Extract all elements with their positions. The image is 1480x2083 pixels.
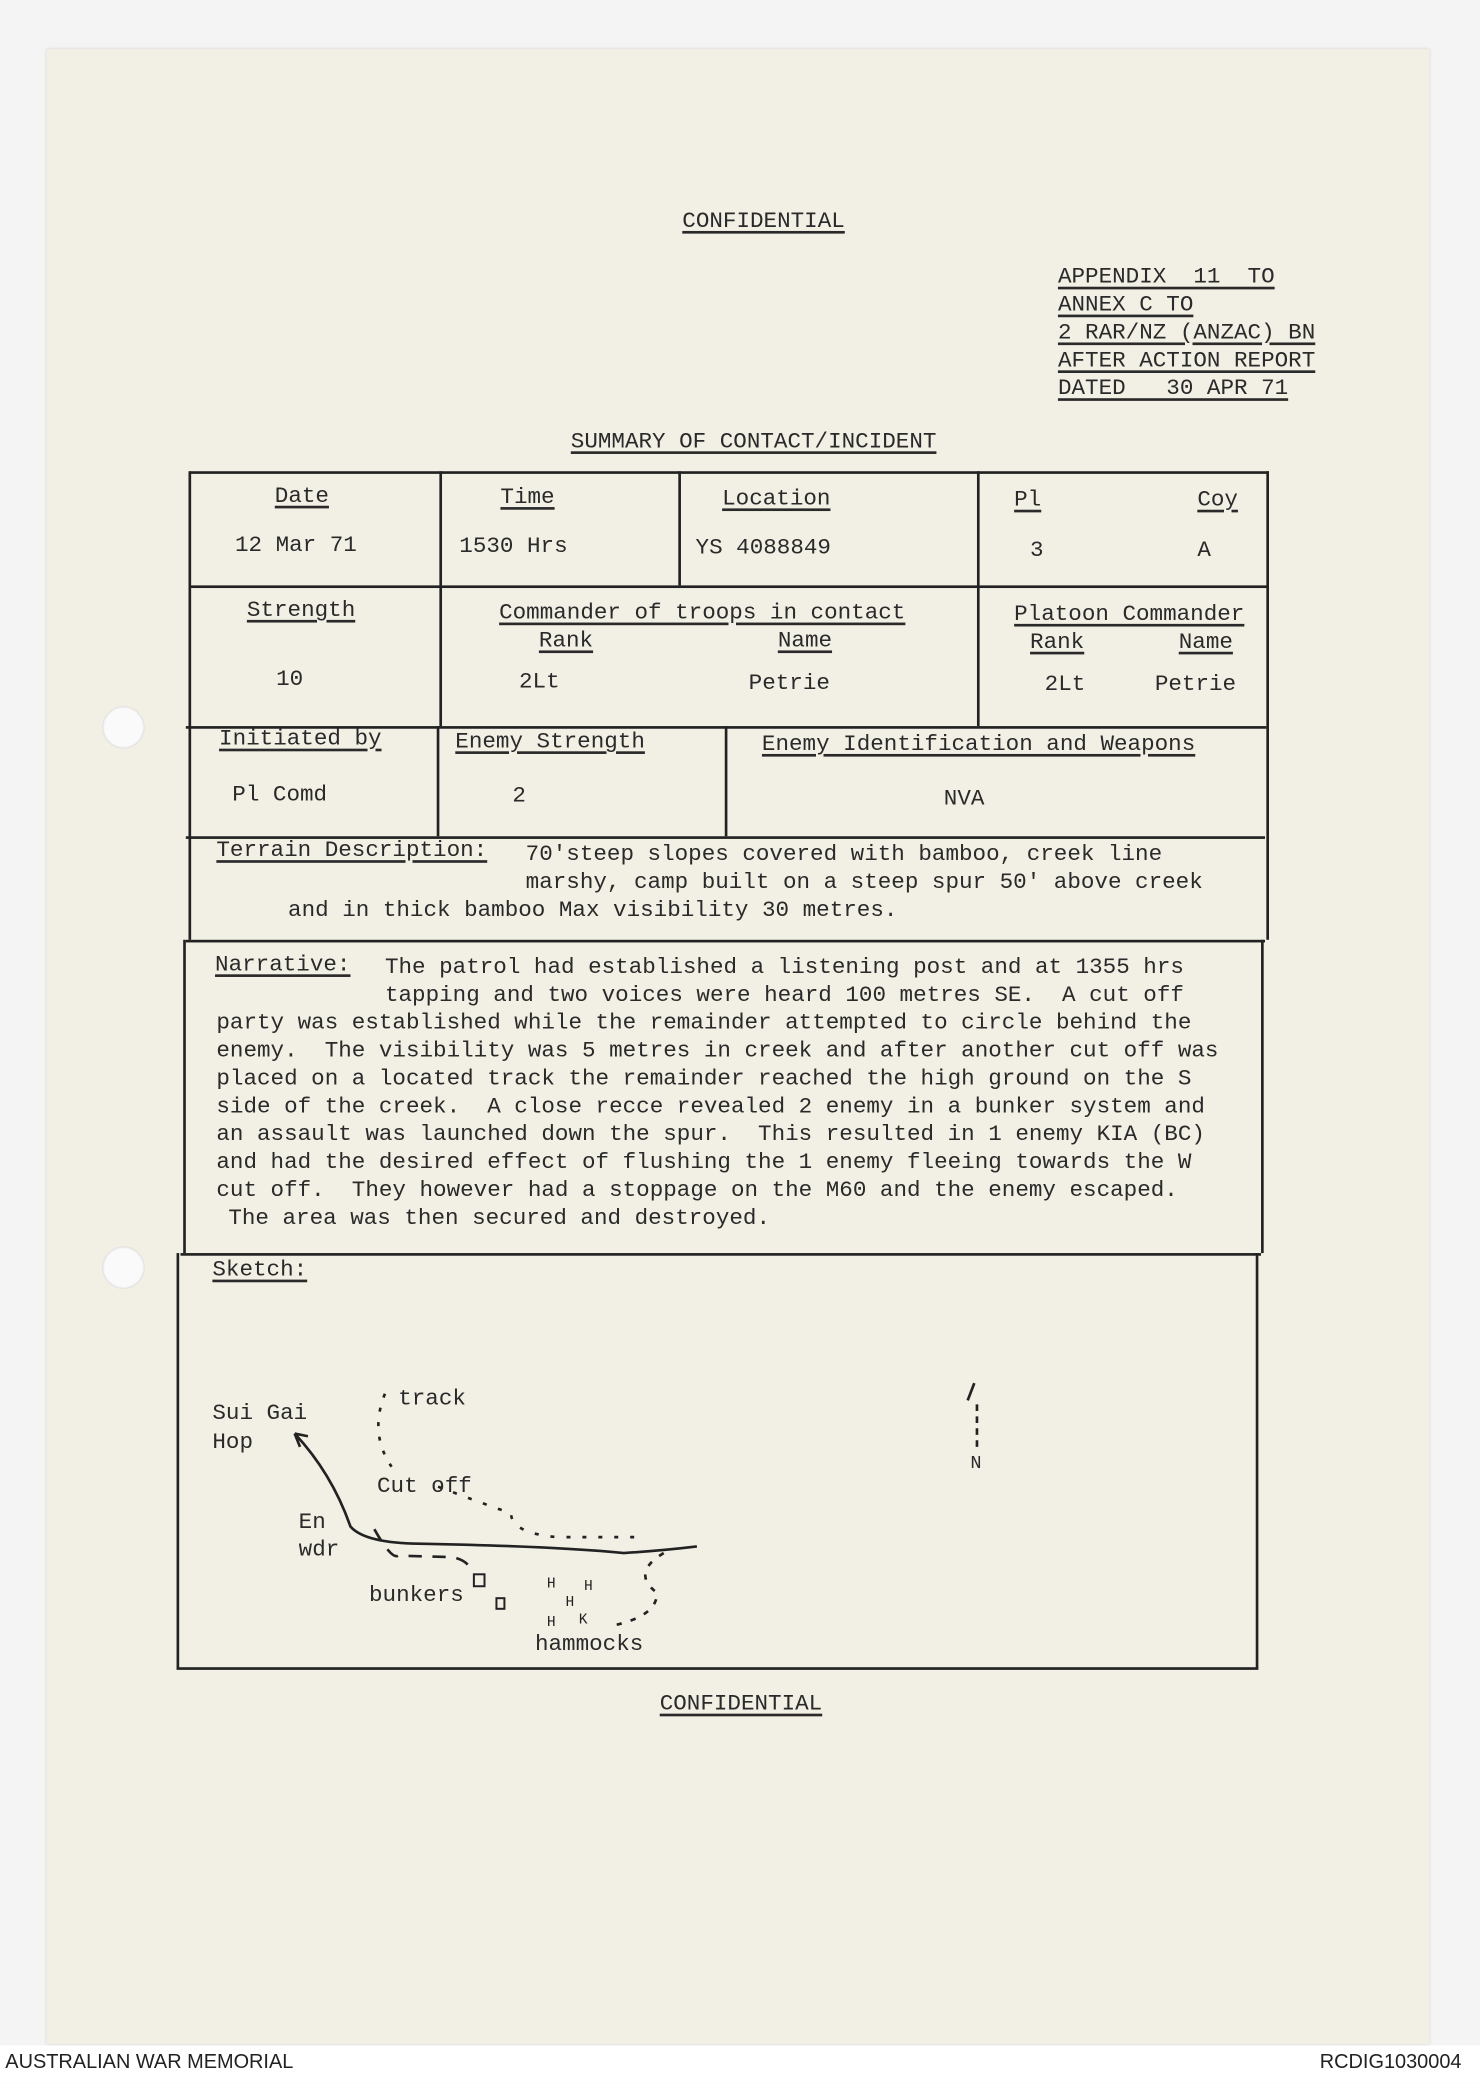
sketch-place: Sui Gai xyxy=(212,1401,308,1427)
platoon-name-label: Name xyxy=(1178,630,1233,656)
sketch-hammocks-label: hammocks xyxy=(534,1632,644,1658)
sketch-cutoff-label: Cut off xyxy=(376,1474,472,1500)
north-label: N xyxy=(970,1453,982,1475)
location-label: Location xyxy=(722,487,831,513)
platoon-rank-label: Rank xyxy=(1030,630,1085,656)
initiated-label: Initiated by xyxy=(219,727,382,753)
classification-footer: CONFIDENTIAL xyxy=(659,1692,823,1718)
enemy-id-value: NVA xyxy=(943,787,985,813)
appendix-line: APPENDIX 11 TO xyxy=(1057,265,1275,291)
platoon-label: Pl xyxy=(1014,488,1042,514)
hammock-icon: H xyxy=(546,1615,556,1632)
commander-name: Petrie xyxy=(748,671,830,697)
hammock-icon: H xyxy=(565,1595,575,1612)
company-value: A xyxy=(1197,538,1211,565)
narrative-line: The area was then secured and destroyed. xyxy=(228,1206,770,1232)
commander-rank-label: Rank xyxy=(538,629,594,655)
narrative-line: The patrol had established a listening post and at 1355 hrs xyxy=(384,955,1184,981)
appendix-line: DATED 30 APR 71 xyxy=(1057,376,1289,403)
platoon-name: Petrie xyxy=(1154,672,1237,699)
terrain-label: Terrain Description: xyxy=(216,838,488,865)
punch-hole xyxy=(102,706,144,748)
terrain-line: 70'steep slopes covered with bamboo, creek line xyxy=(525,842,1163,869)
date-label: Date xyxy=(274,484,329,510)
sketch-enemy-label: En xyxy=(298,1510,326,1536)
commander-label: Commander of troops in contact xyxy=(499,601,906,627)
classification-header: CONFIDENTIAL xyxy=(682,209,845,235)
sketch-place: Hop xyxy=(212,1430,254,1457)
narrative-line: and had the desired effect of flushing the 1 enemy fleeing towards the W xyxy=(216,1150,1192,1177)
punch-hole xyxy=(102,1246,144,1288)
location-value: YS 4088849 xyxy=(695,536,831,562)
commander-name-label: Name xyxy=(777,629,833,655)
narrative-line: enemy. The visibility was 5 metres in creek and after another cut off was xyxy=(216,1039,1219,1065)
hammock-icon: H xyxy=(546,1576,556,1593)
archive-footer xyxy=(0,2046,1480,2083)
sketch-bunkers-label: bunkers xyxy=(369,1583,464,1609)
strength-label: Strength xyxy=(246,598,356,624)
sketch-enemy-label: wdr xyxy=(298,1538,340,1564)
narrative-label: Narrative: xyxy=(215,953,351,979)
sketch-track-label: track xyxy=(398,1387,466,1413)
hammock-icon: H xyxy=(584,1579,593,1596)
narrative-line: tapping and two voices were heard 100 metres SE. A cut off xyxy=(384,983,1184,1009)
time-label: Time xyxy=(500,485,555,512)
narrative-line: side of the creek. A close recce revealed 2 enemy in a bunker system and xyxy=(216,1095,1205,1121)
enemy-strength-value: 2 xyxy=(512,784,526,810)
form-title: SUMMARY OF CONTACT/INCIDENT xyxy=(570,430,937,456)
sketch-label: Sketch: xyxy=(212,1258,308,1284)
narrative-line: cut off. They however had a stoppage on the M60 and the enemy escaped. xyxy=(216,1178,1178,1204)
hammock-icon: K xyxy=(578,1612,588,1629)
initiated-value: Pl Comd xyxy=(232,783,328,809)
terrain-line: marshy, camp built on a steep spur 50' above creek xyxy=(525,870,1203,896)
company-label: Coy xyxy=(1197,488,1238,514)
appendix-line: 2 RAR/NZ (ANZAC) BN xyxy=(1057,321,1316,347)
time-value: 1530 Hrs xyxy=(459,534,568,561)
narrative-line: party was established while the remainder attempted to circle behind the xyxy=(216,1011,1192,1037)
commander-rank: 2Lt xyxy=(519,670,560,696)
strength-value: 10 xyxy=(276,667,304,693)
narrative-line: placed on a located track the remainder reached the high ground on the S xyxy=(216,1067,1192,1093)
narrative-line: an assault was launched down the spur. This resulted in 1 enemy KIA (BC) xyxy=(216,1122,1205,1149)
archive-id: RCDIG1030004 xyxy=(1319,2050,1462,2074)
enemy-strength-label: Enemy Strength xyxy=(455,730,645,756)
appendix-line: ANNEX C TO xyxy=(1057,293,1194,319)
date-value: 12 Mar 71 xyxy=(234,533,357,559)
terrain-line: and in thick bamboo Max visibility 30 metres. xyxy=(288,898,898,924)
archive-name: AUSTRALIAN WAR MEMORIAL xyxy=(5,2050,294,2074)
platoon-rank: 2Lt xyxy=(1044,672,1086,699)
enemy-id-label: Enemy Identification and Weapons xyxy=(761,732,1196,758)
platoon-value: 3 xyxy=(1030,538,1044,565)
appendix-line: AFTER ACTION REPORT xyxy=(1057,349,1316,375)
platoon-commander-label: Platoon Commander xyxy=(1014,602,1245,628)
